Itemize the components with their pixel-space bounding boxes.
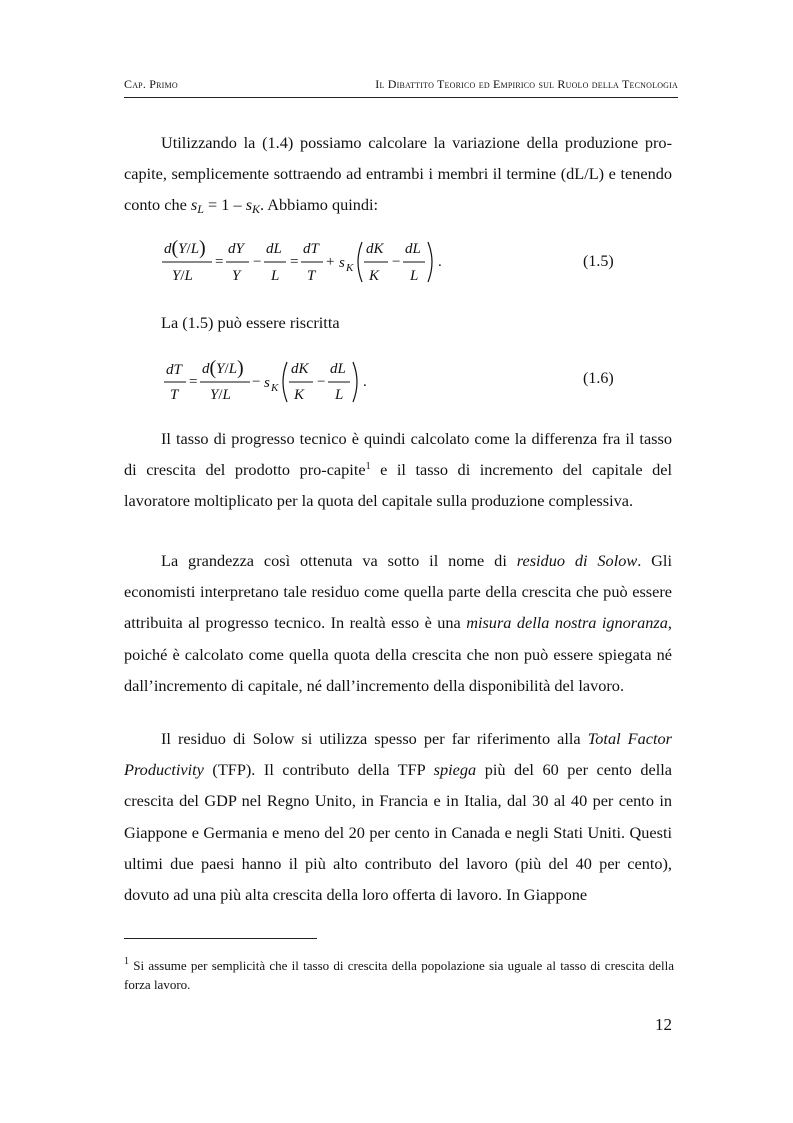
paragraph-2: La (1.5) può essere riscritta [161,313,340,332]
svg-text:=: = [215,254,224,270]
eq15-den-1: Y/L [172,268,193,284]
equation-1-5 [124,234,678,290]
equation-1-6-svg [160,353,440,409]
running-header [124,77,678,97]
eq16-num-4: dL [330,361,346,377]
eq15-den-4: T [307,268,316,284]
eq16-den-3: K [294,387,305,403]
paragraph-5-text-b: (TFP). Il contributo della TFP [203,760,434,780]
eq15-num-5: dK [366,241,384,257]
equation-1-6 [124,353,678,409]
paragraph-5-text-a: Il residuo di Solow si utilizza spesso per far riferimento alla [161,729,588,748]
eq16-den-4: L [335,387,344,403]
footnote [124,956,674,994]
equation-1-6-number: (1.6) [583,370,614,387]
svg-text:.: . [363,374,367,390]
emph-spiega: spiega [433,760,477,780]
eq16-den-1: T [170,387,179,403]
emph-residuo-solow: residuo di Solow [516,551,638,570]
footnote-text: Si assume per semplicità che il tasso di crescita della popolazione sia uguale al tasso di crescita della forza lavoro. [124,958,674,992]
paragraph-1-text: Utilizzando la (1.4) possiamo calcolare la variazione della produzione pro-capite, semplicemente sottraendo ad entrambi i membri il termine (dL/L) e tenendo conto che [124,133,672,215]
paragraph-3 [124,423,672,517]
svg-text:−: − [317,374,326,390]
svg-text:+: + [326,254,335,270]
paragraph-4-text-b: . Gli economisti interpretano tale residuo come quella parte della crescita che può essere attribuita al progresso tecnico. In realtà esso è una [124,551,672,633]
header-chapter: Cap. Primo [124,77,178,91]
paragraph-3-text-b: e il tasso di incremento del capitale del lavoratore moltiplicato per la quota del capitale sulla produzione complessiva. [124,460,672,511]
emph-tfp: Total Factor Productivity [124,729,672,780]
var-s-k: s [245,195,253,215]
svg-text:−: − [253,254,262,270]
eq15-num-1: d(Y/L) [164,237,206,259]
eq16-s: s [264,375,270,391]
paragraph-4-text-a: La grandezza così ottenuta va sotto il nome di [161,551,517,570]
eq15-num-3: dL [266,241,282,257]
svg-text:.: . [438,254,442,270]
eq16-num-3: dK [291,361,309,377]
footnote-ref[interactable]: 1 [365,461,371,473]
eq16-den-2: Y/L [210,387,231,403]
equals-text: = 1 – [203,195,246,215]
var-s-l: s [190,195,198,215]
equation-1-5-number: (1.5) [583,253,614,270]
eq15-s: s [339,255,345,271]
equation-1-5-svg [160,234,480,290]
eq15-den-3: L [271,268,280,284]
emph-misura-ignoranza: misura della nostra ignoranza [466,613,668,633]
eq16-sub-k: K [271,382,279,394]
svg-text:=: = [189,374,198,390]
sub-k: K [252,202,261,217]
paragraph-1 [124,127,672,226]
paragraph-3-text-a: Il tasso di progresso tecnico è quindi calcolato come la differenza fra il tasso di crescita del prodotto pro-capite [124,429,672,480]
svg-text:−: − [252,374,261,390]
eq15-den-5: K [369,268,380,284]
paragraph-5-text-c: più del 60 per cento della crescita del GDP nel Regno Unito, in Francia e in Italia, dal 30 al 40 per cento in Giappone e Germania e meno del 20 per cento in Canada e negli Stati Uniti. Questi ultimi due paesi hanno il più alto contributo del lavoro (più del 40 per cento), dovuto ad una più alta crescita della loro offerta di lavoro. In Giappone [124,760,672,905]
header-title: Il Dibattito Teorico ed Empirico sul Ruolo della Tecnologia [375,77,678,91]
paragraph-1-end: . Abbiamo quindi: [260,195,379,215]
page-number: 12 [655,1015,672,1034]
paragraph-4-text-c: , poiché è calcolato come quella quota della crescita che non può essere spiegata né dall’incremento di capitale, né dall’incremento della disponibilità del lavoro. [124,613,672,695]
sub-l: L [197,202,204,217]
eq15-sub-k: K [346,262,354,274]
svg-text:=: = [290,254,299,270]
paragraph-5 [124,723,672,910]
footnote-marker: 1 [124,956,129,967]
eq15-num-2: dY [228,241,244,257]
eq16-num-2: d(Y/L) [202,357,244,379]
eq15-den-6: L [410,268,419,284]
header-rule [124,97,678,98]
svg-text:−: − [392,254,401,270]
footnote-rule [124,938,317,939]
eq15-num-6: dL [405,241,421,257]
eq16-num-1: dT [166,362,182,378]
eq15-den-2: Y [232,268,241,284]
eq15-num-4: dT [303,241,319,257]
paragraph-4 [124,545,672,701]
